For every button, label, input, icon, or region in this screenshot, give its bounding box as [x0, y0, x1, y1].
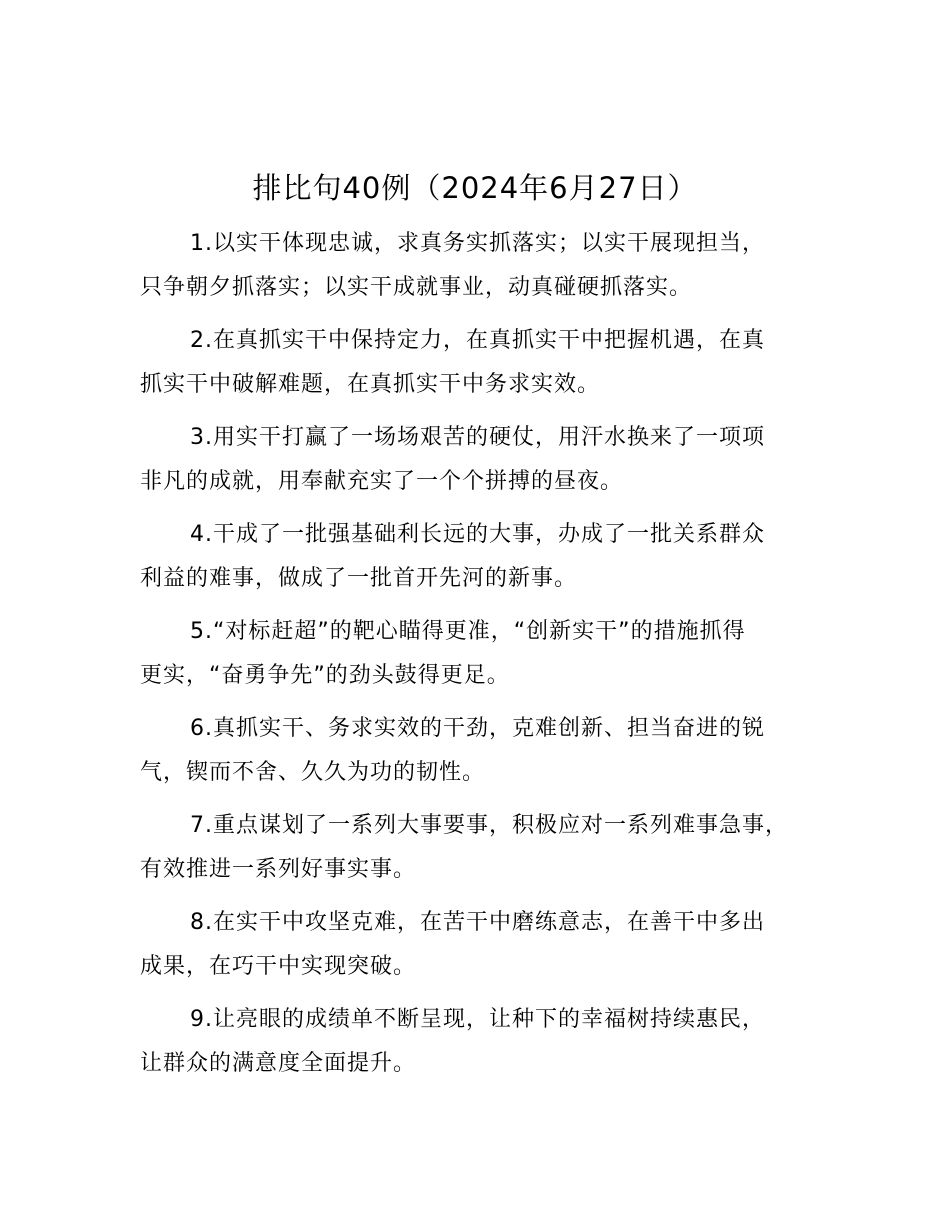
list-item [140, 804, 840, 892]
list-item [140, 319, 840, 407]
list-item-line: 2.在真抓实干中保持定力，在真抓实干中把握机遇，在真 [190, 328, 765, 353]
document-title: 排比句40例（2024年6月27日） [252, 171, 698, 205]
list-item-line: 4.干成了一批强基础利长远的大事，办成了一批关系群众 [190, 522, 765, 547]
list-item [140, 416, 840, 504]
list-item-line: 8.在实干中攻坚克难，在苦干中磨练意志，在善干中多出 [190, 910, 765, 935]
list-item [140, 513, 840, 601]
list-item-line: 气，锲而不舍、久久为功的韧性。 [140, 760, 486, 785]
list-item [140, 901, 840, 989]
list-item-line: 更实，“奋勇争先”的劲头鼓得更足。 [140, 663, 510, 688]
list-item-line: 成果，在巧干中实现突破。 [140, 954, 417, 979]
list-item-line: 只争朝夕抓落实；以实干成就事业，动真碰硬抓落实。 [140, 275, 693, 300]
list-item-line: 利益的难事，做成了一批首开先河的新事。 [140, 566, 578, 591]
list-item [140, 998, 840, 1086]
list-item [140, 222, 840, 310]
sentence-list [140, 222, 840, 1095]
list-item-line: 3.用实干打赢了一场场艰苦的硬仗，用汗水换来了一项项 [190, 425, 765, 450]
list-item-line: 7.重点谋划了一系列大事要事，积极应对一系列难事急事， [190, 813, 788, 838]
list-item [140, 707, 840, 795]
list-item-line: 1.以实干体现忠诚，求真务实抓落实；以实干展现担当， [190, 231, 765, 256]
list-item-line: 5.“对标赶超”的靶心瞄得更准，“创新实干”的措施抓得 [190, 619, 746, 644]
list-item [140, 610, 840, 698]
list-item-line: 抓实干中破解难题，在真抓实干中务求实效。 [140, 372, 601, 397]
list-item-line: 让群众的满意度全面提升。 [140, 1051, 417, 1076]
list-item-line: 有效推进一系列好事实事。 [140, 857, 417, 882]
list-item-line: 9.让亮眼的成绩单不断呈现，让种下的幸福树持续惠民， [190, 1007, 765, 1032]
list-item-line: 6.真抓实干、务求实效的干劲，克难创新、担当奋进的锐 [190, 716, 765, 741]
list-item-line: 非凡的成就，用奉献充实了一个个拼搏的昼夜。 [140, 469, 624, 494]
